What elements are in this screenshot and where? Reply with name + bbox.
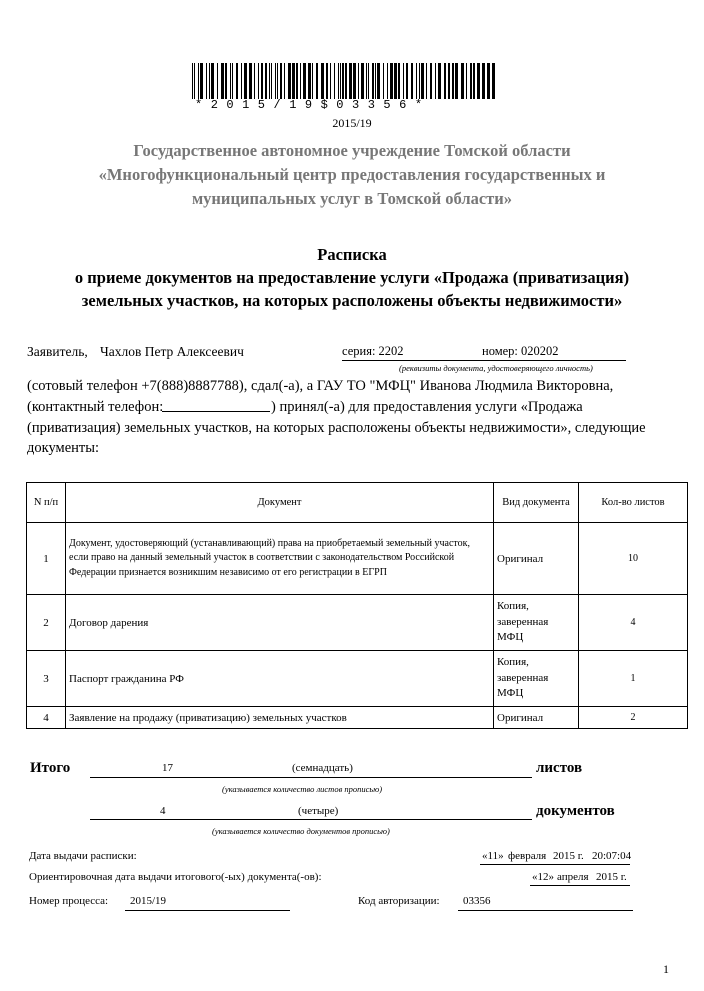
barcode-bar bbox=[383, 63, 384, 99]
barcode-bar bbox=[198, 63, 199, 99]
row-num: 4 bbox=[27, 707, 66, 729]
sheets-label: листов bbox=[536, 760, 583, 776]
row-sheet-count: 1 bbox=[579, 651, 688, 707]
receipt-subtitle-1: о приеме документов на предоставление услуги «Продажа (приватизация) bbox=[74, 268, 630, 287]
body-line-4: документы: bbox=[27, 440, 100, 456]
barcode-bar bbox=[470, 63, 472, 99]
barcode-bar bbox=[300, 63, 301, 99]
barcode-bar bbox=[280, 63, 282, 99]
table-row bbox=[27, 707, 688, 729]
auth-code-label: Код авторизации: bbox=[358, 895, 440, 907]
docs-label: документов bbox=[536, 803, 615, 819]
row-sheet-count: 2 bbox=[579, 707, 688, 729]
org-line-1: Государственное автономное учреждение Томской области bbox=[133, 141, 571, 160]
body-line-1: (сотовый телефон +7(888)8887788), сдал(-а), а ГАУ ТО "МФЦ" Иванова Людмила Викторовна, bbox=[27, 378, 614, 394]
barcode-bar bbox=[461, 63, 464, 99]
page-number: 1 bbox=[663, 962, 669, 976]
barcode-bar bbox=[345, 63, 347, 99]
barcode-bar bbox=[296, 63, 298, 99]
sheets-in-words: (семнадцать) bbox=[292, 762, 353, 774]
barcode-bar bbox=[421, 63, 424, 99]
table-row bbox=[27, 651, 688, 707]
receipt-subtitle-2: земельных участков, на которых расположены объекты недвижимости» bbox=[81, 291, 623, 310]
org-line-3: муниципальных услуг в Томской области» bbox=[191, 189, 513, 208]
barcode-bar bbox=[368, 63, 369, 99]
barcode bbox=[192, 63, 498, 99]
barcode-bar bbox=[338, 63, 339, 99]
row-doc-type: Копия, заверенная МФЦ bbox=[494, 595, 579, 651]
result-date-month: апреля bbox=[557, 871, 589, 883]
barcode-bar bbox=[430, 63, 432, 99]
barcode-bar bbox=[444, 63, 446, 99]
row-num: 1 bbox=[27, 523, 66, 595]
row-doc-type: Копия, заверенная МФЦ bbox=[494, 651, 579, 707]
barcode-bar bbox=[284, 63, 285, 99]
barcode-bar bbox=[482, 63, 485, 99]
barcode-bar bbox=[416, 63, 417, 99]
issue-date-day: «11» bbox=[482, 850, 504, 862]
barcode-bar bbox=[211, 63, 214, 99]
receipt-title: Расписка bbox=[317, 245, 387, 264]
barcode-bar bbox=[258, 63, 259, 99]
barcode-bar bbox=[375, 63, 376, 99]
barcode-bar bbox=[340, 63, 341, 99]
header-document: Документ bbox=[66, 483, 494, 523]
barcode-bar bbox=[435, 63, 436, 99]
result-date-year: 2015 г. bbox=[596, 871, 627, 883]
barcode-bar bbox=[275, 63, 276, 99]
row-num: 3 bbox=[27, 651, 66, 707]
auth-code-underline bbox=[458, 910, 633, 911]
barcode-bar bbox=[492, 63, 495, 99]
header-num: N п/п bbox=[27, 483, 66, 523]
docs-in-words: (четыре) bbox=[298, 805, 339, 817]
body-line-3: (приватизация) земельных участков, на которых расположены объекты недвижимости», следующие bbox=[27, 420, 646, 436]
row-num: 2 bbox=[27, 595, 66, 651]
barcode-bar bbox=[217, 63, 218, 99]
barcode-bar bbox=[200, 63, 203, 99]
barcode-bar bbox=[292, 63, 295, 99]
barcode-bar bbox=[487, 63, 490, 99]
barcode-bar bbox=[466, 63, 467, 99]
docs-underline bbox=[90, 819, 532, 820]
barcode-bar bbox=[288, 63, 291, 99]
process-number-value: 2015/19 bbox=[130, 895, 167, 907]
barcode-bar bbox=[358, 63, 359, 99]
barcode-bar bbox=[254, 63, 255, 99]
barcode-bar bbox=[406, 63, 408, 99]
sheets-note: (указывается количество листов прописью) bbox=[222, 784, 383, 794]
barcode-bar bbox=[249, 63, 252, 99]
contact-phone-field bbox=[162, 411, 270, 412]
row-sheet-count: 10 bbox=[579, 523, 688, 595]
row-document: Договор дарения bbox=[66, 595, 494, 651]
header-doc-type: Вид документа bbox=[494, 483, 579, 523]
document-number: 2015/19 bbox=[332, 116, 372, 130]
barcode-bar bbox=[387, 63, 388, 99]
table-header-row bbox=[27, 483, 688, 523]
barcode-bar bbox=[438, 63, 441, 99]
header-sheet-count: Кол-во листов bbox=[579, 483, 688, 523]
barcode-bar bbox=[342, 63, 344, 99]
documents-table bbox=[26, 482, 688, 729]
barcode-bar bbox=[271, 63, 272, 99]
barcode-bar bbox=[321, 63, 324, 99]
docs-note: (указывается количество документов прописью) bbox=[212, 826, 390, 836]
barcode-bar bbox=[232, 63, 233, 99]
sheets-underline bbox=[90, 777, 532, 778]
barcode-bar bbox=[230, 63, 231, 99]
issue-date-label: Дата выдачи расписки: bbox=[29, 850, 137, 862]
barcode-bar bbox=[225, 63, 227, 99]
process-number-underline bbox=[125, 910, 290, 911]
applicant-name: Чахлов Петр Алексеевич bbox=[100, 344, 244, 359]
requisites-underline bbox=[342, 360, 626, 361]
barcode-bar bbox=[411, 63, 413, 99]
barcode-bar bbox=[448, 63, 450, 99]
barcode-bar bbox=[353, 63, 356, 99]
barcode-bar bbox=[419, 63, 420, 99]
org-line-2: «Многофункциональный центр предоставления государственных и bbox=[98, 165, 606, 184]
totals-label: Итого bbox=[30, 760, 71, 776]
auth-code-value: 03356 bbox=[463, 895, 491, 907]
row-document: Заявление на продажу (приватизацию) земельных участков bbox=[66, 707, 494, 729]
barcode-bar bbox=[261, 63, 263, 99]
issue-date-month: февраля bbox=[508, 850, 547, 862]
passport-number: номер: 020202 bbox=[482, 344, 559, 358]
barcode-bar bbox=[221, 63, 224, 99]
applicant-label: Заявитель, bbox=[27, 344, 88, 359]
result-date-day: «12» bbox=[532, 871, 554, 883]
issue-date-underline bbox=[480, 864, 630, 865]
barcode-bar bbox=[316, 63, 318, 99]
barcode-bar bbox=[377, 63, 380, 99]
barcode-bar bbox=[308, 63, 311, 99]
barcode-bar bbox=[192, 63, 193, 99]
row-doc-type: Оригинал bbox=[494, 707, 579, 729]
result-date-underline bbox=[530, 885, 630, 886]
barcode-bar bbox=[206, 63, 207, 99]
barcode-bar bbox=[349, 63, 352, 99]
barcode-bar bbox=[277, 63, 278, 99]
contact-phone-label: (контактный телефон: bbox=[27, 399, 164, 415]
barcode-bar bbox=[209, 63, 210, 99]
barcode-text: *2015/19$03356* bbox=[195, 98, 431, 112]
barcode-bar bbox=[426, 63, 427, 99]
barcode-bar bbox=[334, 63, 335, 99]
barcode-bar bbox=[394, 63, 397, 99]
passport-series: серия: 2202 bbox=[342, 344, 404, 358]
barcode-bar bbox=[372, 63, 374, 99]
process-number-label: Номер процесса: bbox=[29, 895, 109, 907]
barcode-bar bbox=[236, 63, 238, 99]
barcode-bar bbox=[265, 63, 267, 99]
barcode-bar bbox=[455, 63, 458, 99]
barcode-bar bbox=[312, 63, 313, 99]
barcode-bar bbox=[477, 63, 480, 99]
barcode-bar bbox=[303, 63, 306, 99]
barcode-bar bbox=[244, 63, 247, 99]
docs-number: 4 bbox=[160, 805, 166, 817]
result-date-label: Ориентировочная дата выдачи итогового(-ых) документа(-ов): bbox=[29, 871, 322, 883]
barcode-bar bbox=[326, 63, 328, 99]
row-sheet-count: 4 bbox=[579, 595, 688, 651]
barcode-bar bbox=[452, 63, 454, 99]
barcode-bar bbox=[330, 63, 331, 99]
barcode-bar bbox=[241, 63, 242, 99]
requisites-note: (реквизиты документа, удостоверяющего личность) bbox=[399, 363, 593, 373]
row-document: Документ, удостоверяющий (устанавливающий) права на приобретаемый земельный участок, если право на данный земельный участок в соответствии с законодательством Российской Федерации признается возникшим независимо от его регистрации в ЕГРП bbox=[66, 523, 494, 595]
sheets-number: 17 bbox=[162, 762, 173, 774]
table-row bbox=[27, 523, 688, 595]
issue-date-time: 20:07:04 bbox=[592, 850, 632, 862]
barcode-bar bbox=[366, 63, 367, 99]
issue-date-year: 2015 г. bbox=[553, 850, 584, 862]
barcode-bar bbox=[194, 63, 195, 99]
table-row bbox=[27, 595, 688, 651]
barcode-bar bbox=[473, 63, 475, 99]
barcode-bar bbox=[390, 63, 393, 99]
row-doc-type: Оригинал bbox=[494, 523, 579, 595]
body-line-2: ) принял(-а) для предоставления услуги «Продажа bbox=[271, 399, 583, 415]
barcode-bar bbox=[361, 63, 364, 99]
barcode-bar bbox=[403, 63, 404, 99]
barcode-bar bbox=[398, 63, 400, 99]
barcode-bar bbox=[269, 63, 270, 99]
row-document: Паспорт гражданина РФ bbox=[66, 651, 494, 707]
